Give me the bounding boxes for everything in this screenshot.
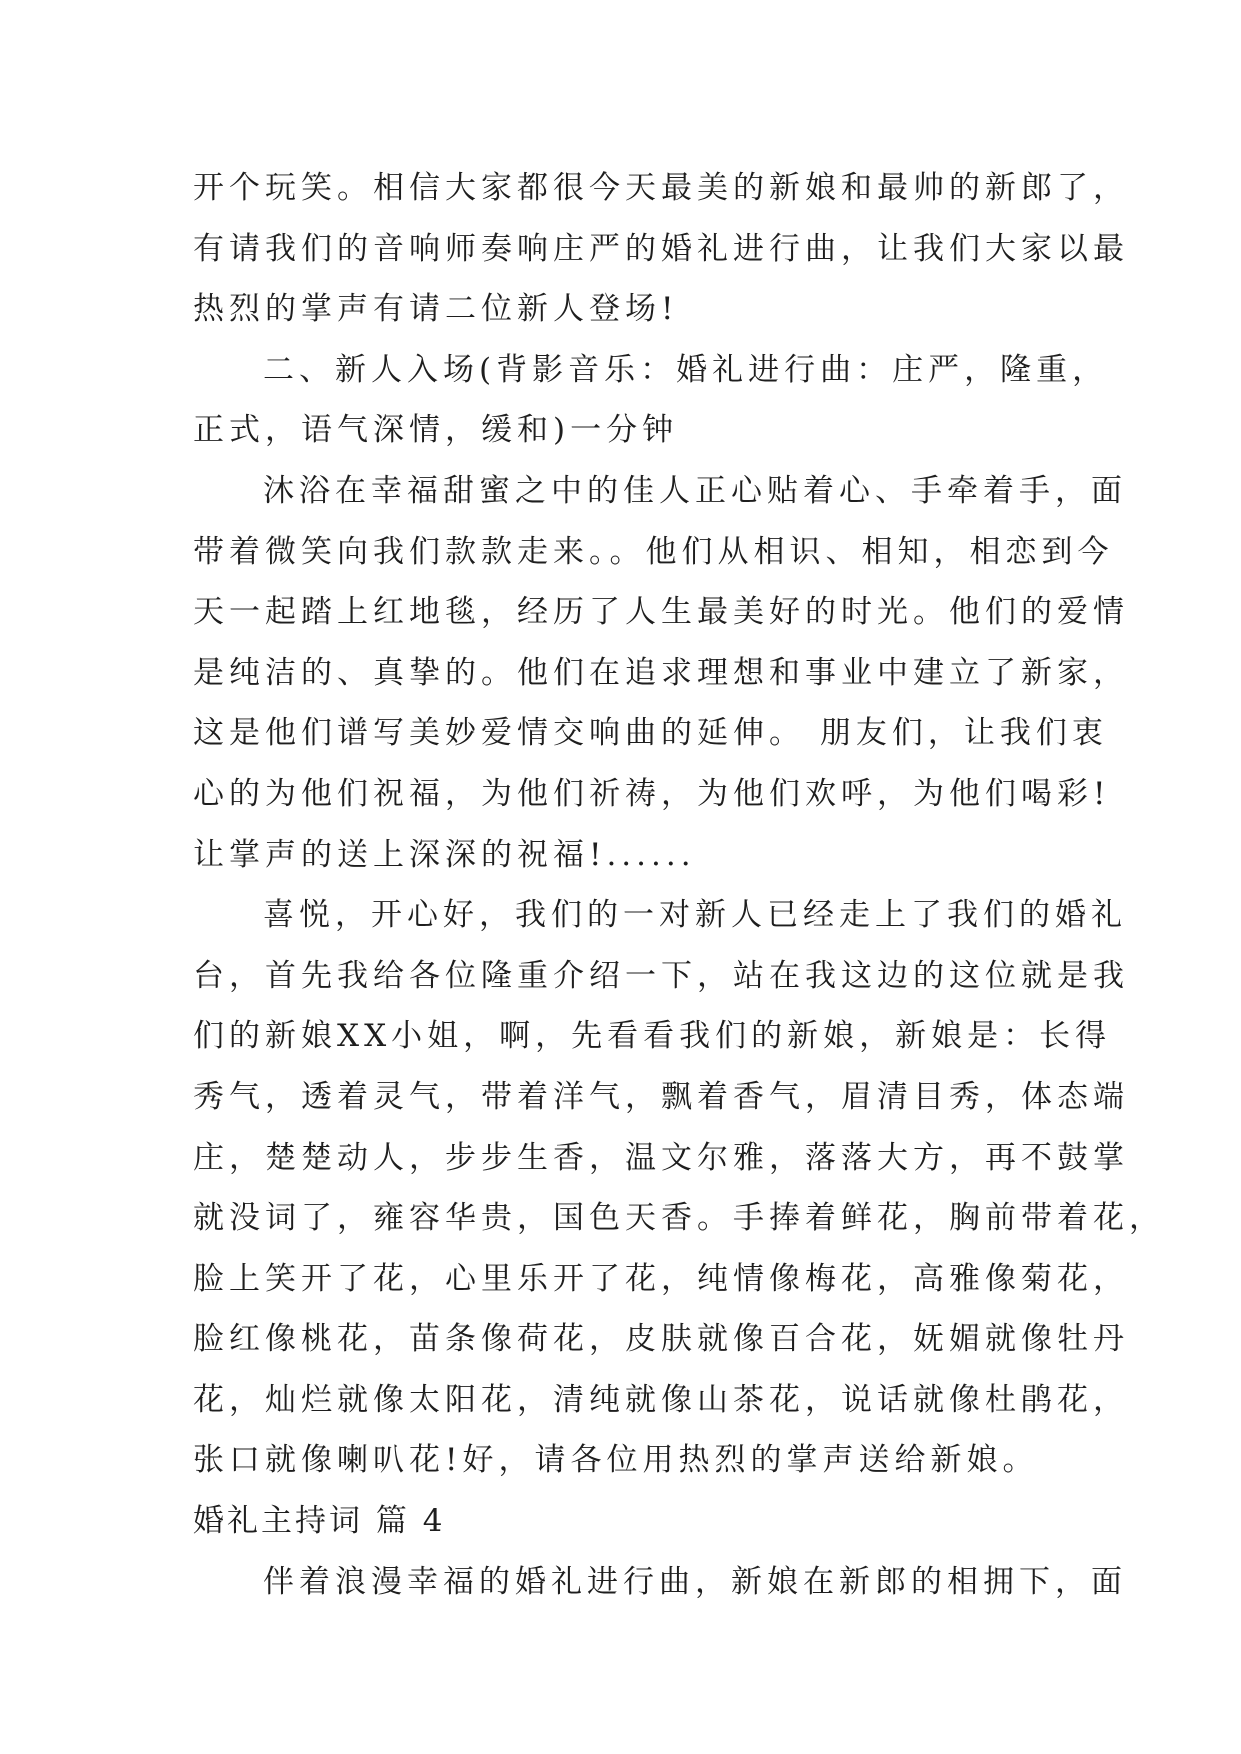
paragraph-start-line: 喜悦，开心好，我们的一对新人已经走上了我们的婚礼 xyxy=(263,897,1127,934)
text-line: 正式，语气深情，缓和)一分钟 xyxy=(193,412,679,449)
text-line: 脸红像桃花，苗条像荷花，皮肤就像百合花，妩媚就像牡丹 xyxy=(193,1321,1129,1358)
text-line: 这是他们谱写美妙爱情交响曲的延伸。 朋友们，让我们衷 xyxy=(193,715,1108,752)
text-line: 台，首先我给各位隆重介绍一下，站在我这边的这位就是我 xyxy=(193,957,1129,994)
paragraph-start-line: 沐浴在幸福甜蜜之中的佳人正心贴着心、手牵着手，面 xyxy=(263,472,1127,509)
text-line: 开个玩笑。相信大家都很今天最美的新娘和最帅的新郎了， xyxy=(193,170,1129,206)
text-line: 张口就像喇叭花!好，请各位用热烈的掌声送给新娘。 xyxy=(193,1442,1039,1479)
text-line: 热烈的掌声有请二位新人登场! xyxy=(193,291,679,328)
paragraph-start-line: 伴着浪漫幸福的婚礼进行曲，新娘在新郎的相拥下，面 xyxy=(263,1563,1127,1600)
text-line: 天一起踏上红地毯，经历了人生最美好的时光。他们的爱情 xyxy=(193,594,1129,631)
text-line: 脸上笑开了花，心里乐开了花，纯情像梅花，高雅像菊花， xyxy=(193,1260,1129,1297)
text-line: 花，灿烂就像太阳花，清纯就像山茶花，说话就像杜鹃花， xyxy=(193,1381,1129,1418)
text-line: 带着微笑向我们款款走来。。他们从相识、相知，相恋到今 xyxy=(193,533,1114,570)
document-body xyxy=(193,158,1165,1612)
section-heading-line: 二、新人入场(背影音乐：婚礼进行曲：庄严，隆重， xyxy=(263,351,1109,388)
section-title: 婚礼主持词 篇 4 xyxy=(193,1503,446,1540)
text-line: 就没词了，雍容华贵，国色天香。手捧着鲜花，胸前带着花， xyxy=(193,1200,1165,1237)
text-line: 是纯洁的、真挚的。他们在追求理想和事业中建立了新家， xyxy=(193,654,1129,691)
text-line: 们的新娘XX小姐，啊，先看看我们的新娘，新娘是：长得 xyxy=(193,1018,1112,1055)
text-line: 秀气，透着灵气，带着洋气，飘着香气，眉清目秀，体态端 xyxy=(193,1078,1129,1115)
text-line: 心的为他们祝福，为他们祈祷，为他们欢呼，为他们喝彩! xyxy=(193,775,1111,812)
text-line: 有请我们的音响师奏响庄严的婚礼进行曲，让我们大家以最 xyxy=(193,230,1129,267)
text-line: 让掌声的送上深深的祝福!...... xyxy=(193,836,696,873)
text-line: 庄，楚楚动人，步步生香，温文尔雅，落落大方，再不鼓掌 xyxy=(193,1139,1129,1176)
